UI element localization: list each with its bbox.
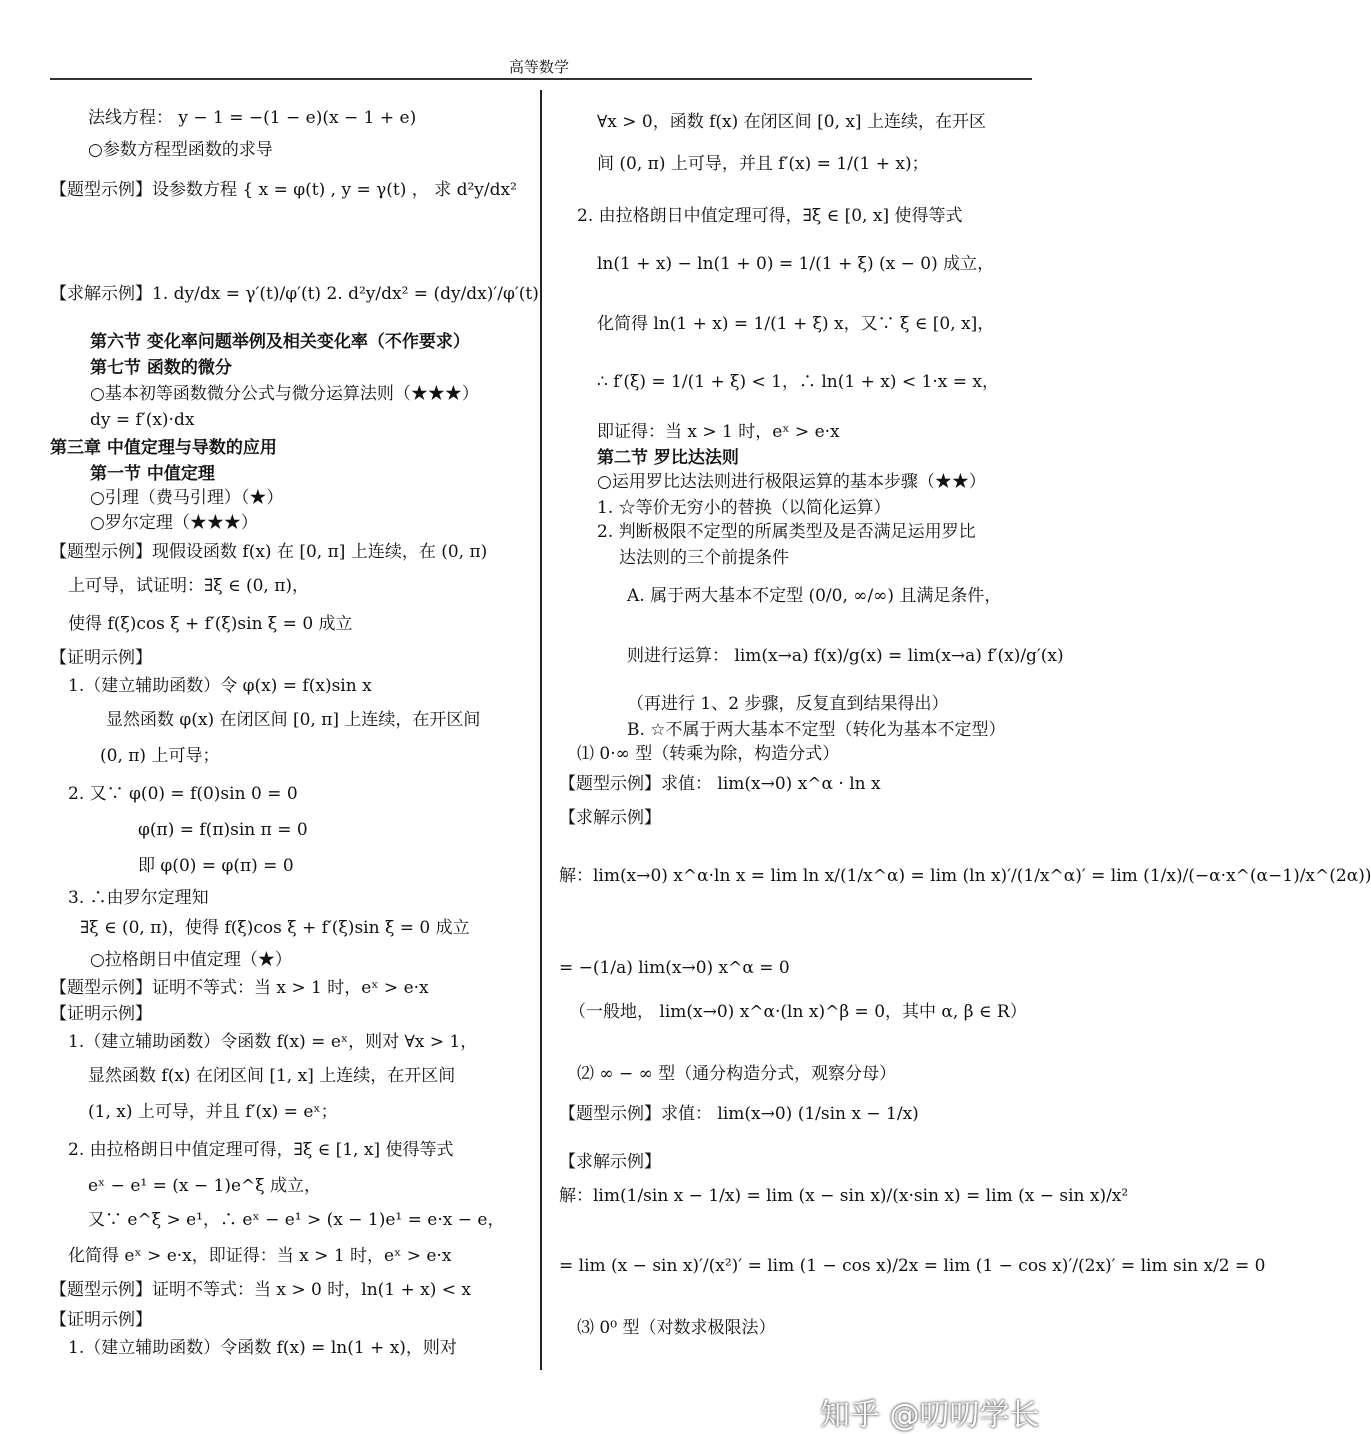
page-header: 高等数学 [508,58,569,76]
right-line-14: （再进行 1、2 步骤，反复直到结果得出） [627,694,949,714]
left-line-32: 又∵ e^ξ > e¹，∴ eˣ − e¹ > (x − 1)e¹ = e·x − e， [88,1210,505,1230]
watermark: 知乎 @叨叨学长 [820,1398,1040,1433]
right-line-13: 则进行运算： lim(x→a) f(x)/g(x) = lim(x→a) f′(x)/g′(x) [627,646,1064,666]
left-line-27: 1.（建立辅助函数）令函数 f(x) = eˣ，则对 ∀x > 1， [68,1032,478,1052]
right-line-22: ⑵ ∞ − ∞ 型（通分构造分式，观察分母） [577,1064,897,1084]
left-line-33: 化简得 eˣ > e·x，即证得：当 x > 1 时，eˣ > e·x [68,1246,452,1266]
left-line-1: ○参数方程型函数的求导 [88,140,273,160]
left-line-7: dy = f′(x)·dx [90,410,195,430]
left-line-2: 【题型示例】设参数方程 { x = φ(t) , y = γ(t) ， 求 d²y/dx² [50,180,517,200]
left-line-21: 即 φ(0) = φ(π) = 0 [138,856,294,876]
right-line-23: 【题型示例】求值： lim(x→0) (1/sin x − 1/x) [559,1104,919,1124]
left-line-19: 2. 又∵ φ(0) = f(0)sin 0 = 0 [68,784,298,804]
left-line-13: 上可导，试证明：∃ξ ∈ (0, π)， [68,576,310,596]
left-line-29: (1, x) 上可导，并且 f′(x) = eˣ； [88,1102,338,1122]
right-line-18: 【求解示例】 [559,808,661,828]
left-line-17: 显然函数 φ(x) 在闭区间 [0, π] 上连续，在开区间 [106,710,481,730]
right-line-15: B. ☆不属于两大基本不定型（转化为基本不定型） [627,720,1006,740]
left-line-9: 第一节 中值定理 [90,464,215,484]
left-line-36: 1.（建立辅助函数）令函数 f(x) = ln(1 + x)，则对 [68,1338,457,1358]
left-line-14: 使得 f(ξ)cos ξ + f′(ξ)sin ξ = 0 成立 [68,614,353,634]
right-line-17: 【题型示例】求值： lim(x→0) x^α · ln x [559,774,881,794]
left-line-25: 【题型示例】证明不等式：当 x > 1 时，eˣ > e·x [50,978,429,998]
left-line-8: 第三章 中值定理与导数的应用 [50,438,277,458]
left-line-23: ∃ξ ∈ (0, π)，使得 f(ξ)cos ξ + f′(ξ)sin ξ = 0 成立 [80,918,470,938]
left-line-0: 法线方程： y − 1 = −(1 − e)(x − 1 + e) [88,108,417,128]
right-line-20: = −(1/a) lim(x→0) x^α = 0 [559,958,790,978]
right-line-12: A. 属于两大基本不定型 (0/0, ∞/∞) 且满足条件， [627,586,1002,606]
left-line-20: φ(π) = f(π)sin π = 0 [138,820,308,840]
right-line-9: 1. ☆等价无穷小的替换（以简化运算） [597,498,891,518]
left-line-31: eˣ − e¹ = (x − 1)e^ξ 成立， [88,1176,322,1196]
left-line-24: ○拉格朗日中值定理（★） [90,950,292,970]
left-line-16: 1.（建立辅助函数）令 φ(x) = f(x)sin x [68,676,372,696]
right-line-21: （一般地， lim(x→0) x^α·(ln x)^β = 0，其中 α, β ∈ R） [569,1002,1027,1022]
column-divider [540,90,542,1370]
right-line-1: 间 (0, π) 上可导，并且 f′(x) = 1/(1 + x)； [597,154,929,174]
right-line-25: 解：lim(1/sin x − 1/x) = lim (x − sin x)/(x·sin x) = lim (x − sin x)/x² [559,1186,1129,1206]
right-line-26: = lim (x − sin x)′/(x²)′ = lim (1 − cos x)/2x = lim (1 − cos x)′/(2x)′ = lim sin x/2 = 0 [559,1256,1266,1276]
left-line-35: 【证明示例】 [50,1310,152,1330]
left-line-22: 3. ∴由罗尔定理知 [68,888,209,908]
left-line-28: 显然函数 f(x) 在闭区间 [1, x] 上连续，在开区间 [88,1066,456,1086]
left-line-26: 【证明示例】 [50,1004,152,1024]
left-line-15: 【证明示例】 [50,648,152,668]
left-line-3: 【求解示例】1. dy/dx = γ′(t)/φ′(t) 2. d²y/dx² = (dy/dx)′/φ′(t) [50,284,539,304]
left-line-34: 【题型示例】证明不等式：当 x > 0 时，ln(1 + x) < x [50,1280,472,1300]
right-line-19: 解：lim(x→0) x^α·ln x = lim ln x/(1/x^α) = lim (ln x)′/(1/x^α)′ = lim (1/x)/(−α·x^(α−1)/x^(2α)) [559,866,1371,886]
right-line-16: ⑴ 0·∞ 型（转乘为除，构造分式） [577,744,840,764]
left-line-5: 第七节 函数的微分 [90,358,232,378]
left-line-18: (0, π) 上可导； [100,746,220,766]
right-line-2: 2. 由拉格朗日中值定理可得，∃ξ ∈ [0, x] 使得等式 [577,206,963,226]
right-line-7: 第二节 罗比达法则 [597,448,739,468]
left-line-4: 第六节 变化率问题举例及相关变化率（不作要求） [90,332,470,352]
right-line-11: 达法则的三个前提条件 [619,548,789,568]
left-line-6: ○基本初等函数微分公式与微分运算法则（★★★） [90,384,479,404]
left-line-10: ○引理（费马引理）（★） [90,488,284,508]
right-line-24: 【求解示例】 [559,1152,661,1172]
left-line-12: 【题型示例】现假设函数 f(x) 在 [0, π] 上连续，在 (0, π) [50,542,488,562]
right-line-0: ∀x > 0，函数 f(x) 在闭区间 [0, x] 上连续，在开区 [597,112,986,132]
left-line-30: 2. 由拉格朗日中值定理可得，∃ξ ∈ [1, x] 使得等式 [68,1140,454,1160]
right-line-3: ln(1 + x) − ln(1 + 0) = 1/(1 + ξ) (x − 0) 成立， [597,254,995,274]
right-line-5: ∴ f′(ξ) = 1/(1 + ξ) < 1，∴ ln(1 + x) < 1·x = x， [597,372,999,392]
header-rule [50,78,1032,80]
right-line-6: 即证得：当 x > 1 时，eˣ > e·x [597,422,840,442]
right-line-27: ⑶ 0⁰ 型（对数求极限法） [577,1318,776,1338]
left-line-11: ○罗尔定理（★★★） [90,513,258,533]
right-line-10: 2. 判断极限不定型的所属类型及是否满足运用罗比 [597,522,976,542]
right-line-4: 化简得 ln(1 + x) = 1/(1 + ξ) x，又∵ ξ ∈ [0, x]， [597,314,995,334]
right-line-8: ○运用罗比达法则进行极限运算的基本步骤（★★） [597,472,986,492]
